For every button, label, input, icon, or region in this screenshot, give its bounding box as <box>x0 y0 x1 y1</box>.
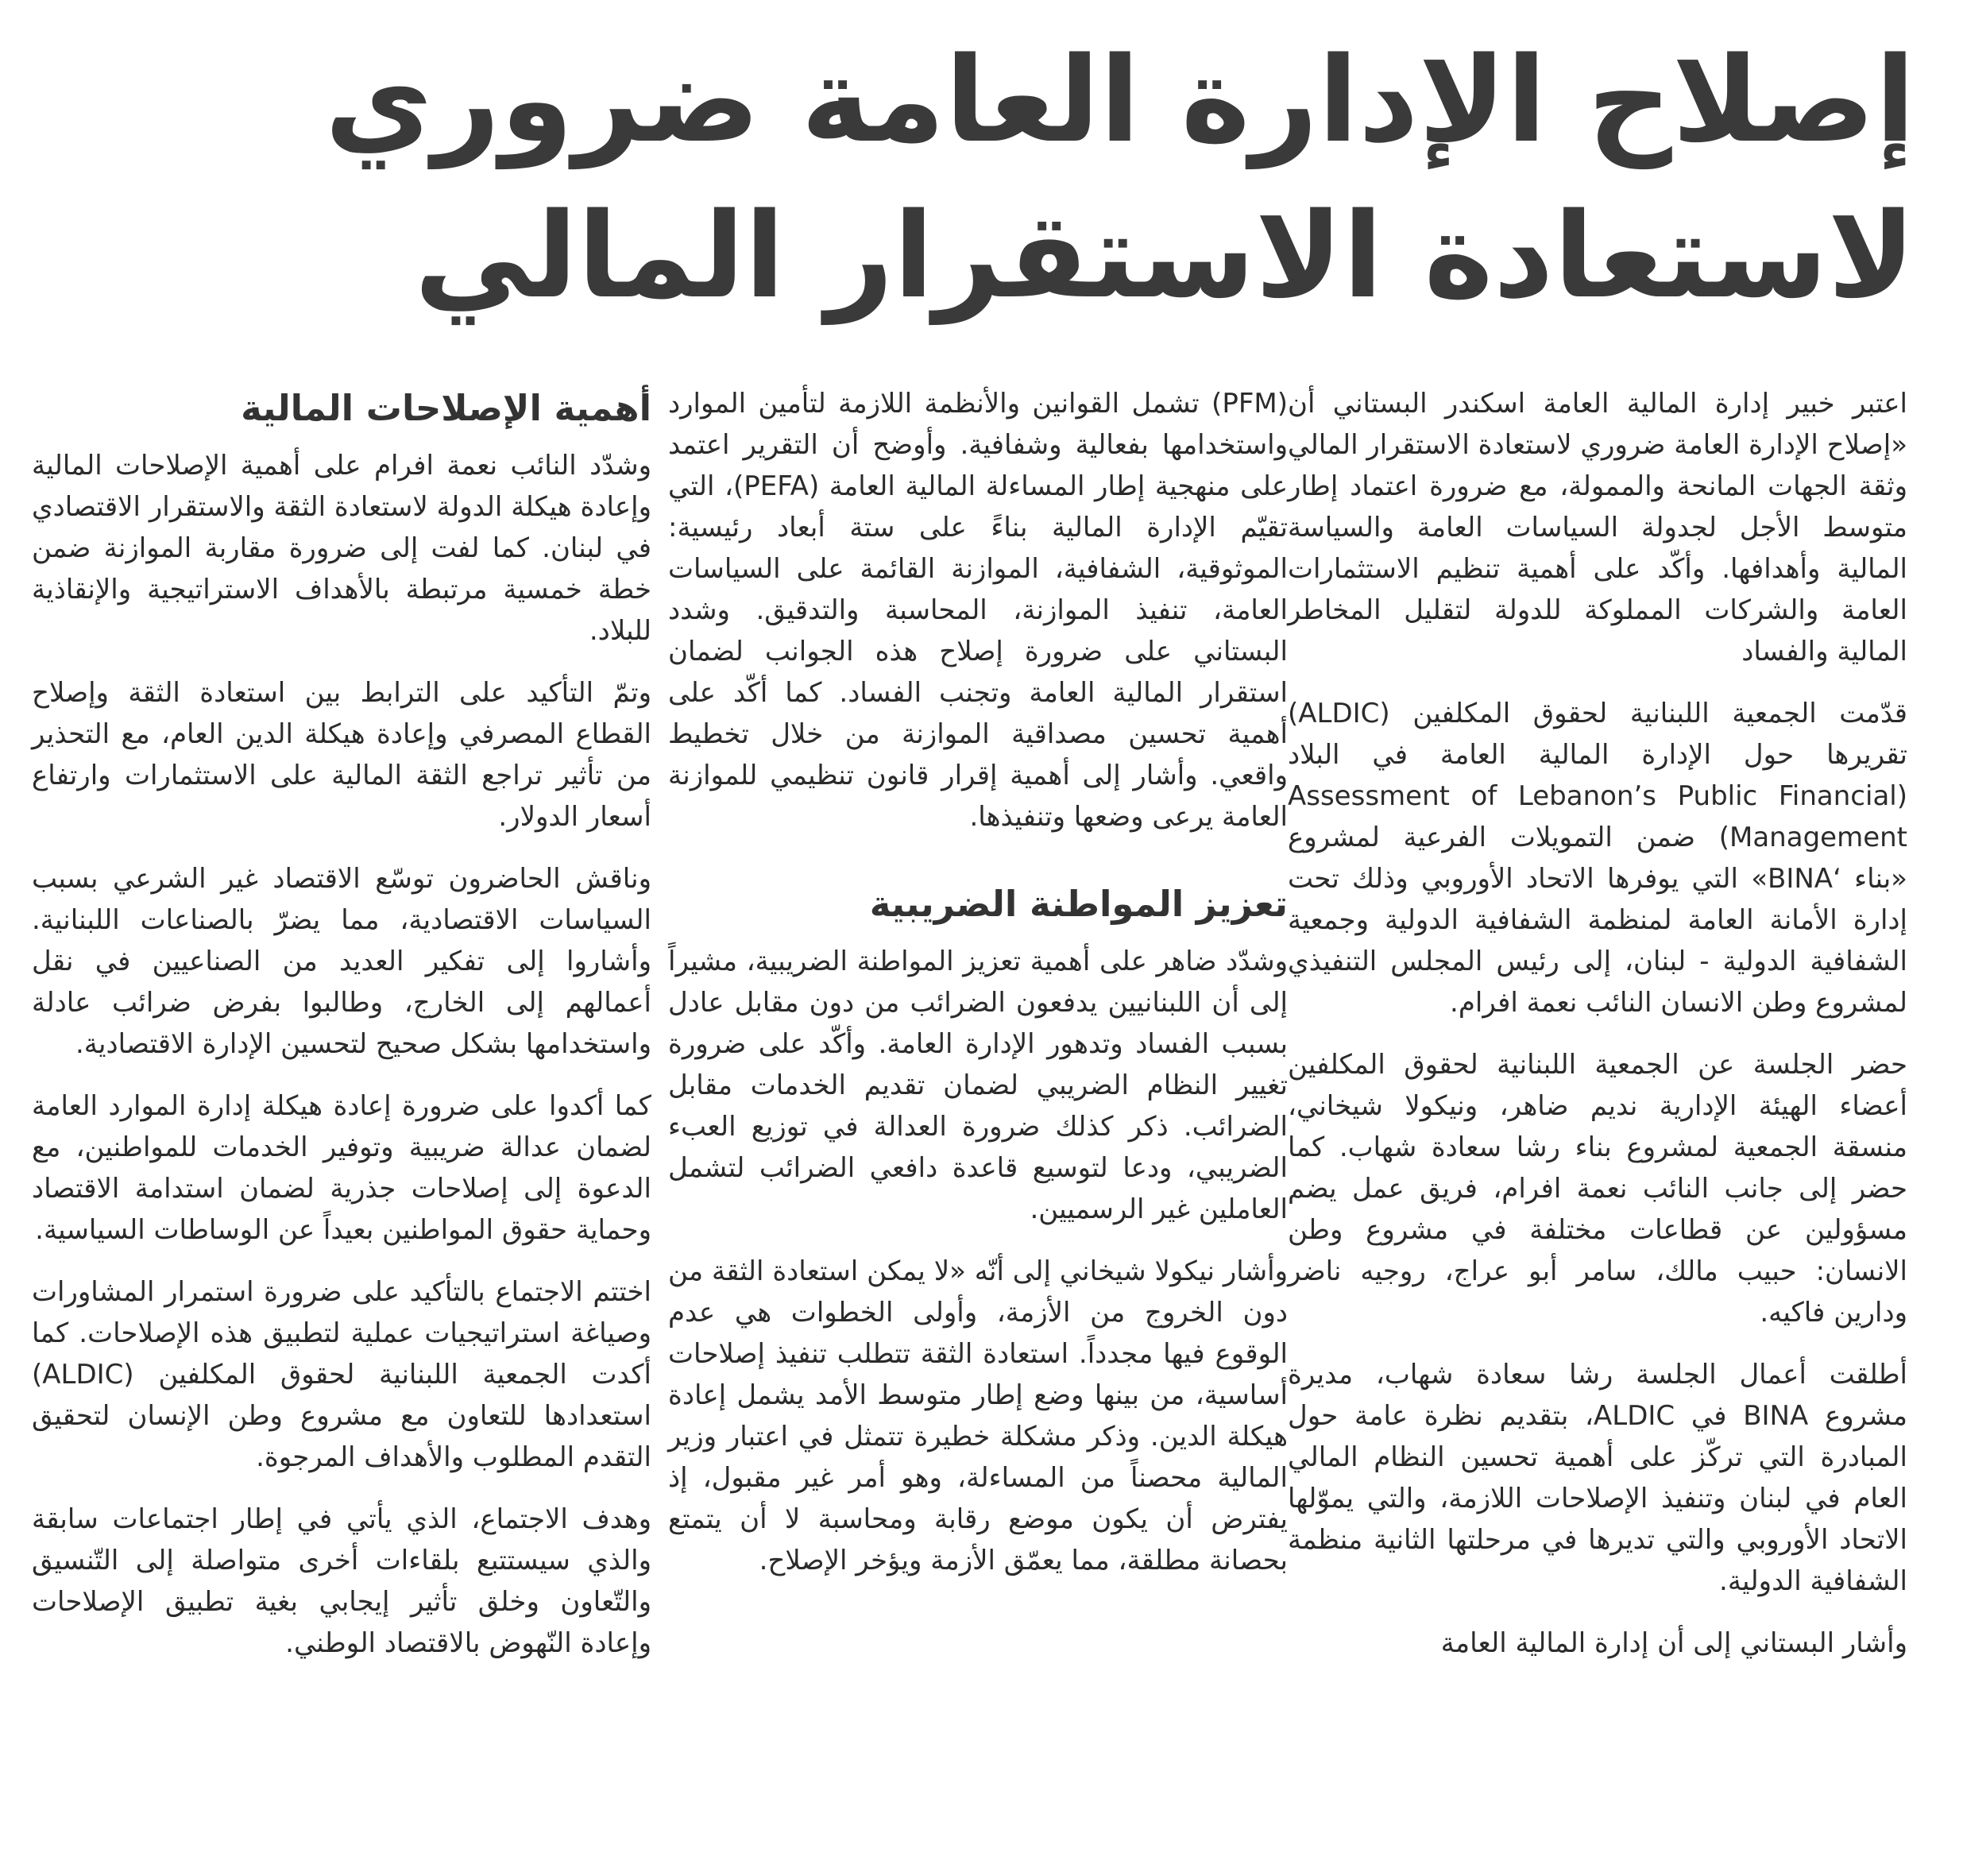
article-paragraph: وهدف الاجتماع، الذي يأتي في إطار اجتماعات سابقة والذي سيستتبع بلقاءات أخرى متواصلة إلى التّنسيق والتّعاون وخلق تأثير إيجابي بغية تطبيق الإصلاحات وإعادة النّهوض بالاقتصاد الوطني. <box>32 1503 651 1659</box>
article-paragraph: وتمّ التأكيد على الترابط بين استعادة الثقة وإصلاح القطاع المصرفي وإعادة هيكلة الدين العام، مع التحذير من تأثير تراجع الثقة المالية على الاستثمارات وارتفاع أسعار الدولار. <box>32 677 651 833</box>
article-paragraph: اختتم الاجتماع بالتأكيد على ضرورة استمرار المشاورات وصياغة استراتيجيات عملية لتطبيق هذه الإصلاحات. كما أكدت الجمعية اللبنانية لحقوق المكلفين (ALDIC) استعدادها للتعاون مع مشروع وطن الإنسان لتحقيق التقدم المطلوب والأهداف المرجوة. <box>32 1276 651 1473</box>
article-paragraph: وشدّد ضاهر على أهمية تعزيز المواطنة الضريبية، مشيراً إلى أن اللبنانيين يدفعون الضرائب من دون مقابل عادل بسبب الفساد وتدهور الإدارة العامة. وأكّد على ضرورة تغيير النظام الضريبي لضمان تقديم الخدمات مقابل الضرائب. ذكر كذلك ضرورة العدالة في توزيع العبء الضريبي، ودعا لتوسيع قاعدة دافعي الضرائب لتشمل العاملين غير الرسميين. <box>668 946 1288 1225</box>
article-paragraph: قدّمت الجمعية اللبنانية لحقوق المكلفين (ALDIC) تقريرها حول الإدارة المالية العامة في البلاد Assessment of Lebanon’s Public Financial) (Management ضمن التمويلات الفرعية لمشروع «بناء ‘BINA» التي يوفرها الاتحاد الأوروبي وذلك تحت إدارة الأمانة العامة لمنظمة الشفافية الدولية وجمعية الشفافية الدولية - لبنان، إلى رئيس المجلس التنفيذي لمشروع وطن الانسان النائب نعمة افرام. <box>1288 698 1907 1019</box>
article-column-right <box>1288 383 1907 1685</box>
article-paragraph: (PFM) تشمل القوانين والأنظمة اللازمة لتأمين الموارد واستخدامها بفعالية وشفافية. وأوضح أن التقرير اعتمد على منهجية إطار المساءلة المالية العامة (PEFA)، التي تقيّم الإدارة المالية بناءً على ستة أبعاد رئيسية: الموثوقية، الشفافية، الموازنة القائمة على السياسات العامة، تنفيذ الموازنة، المحاسبة والتدقيق. وشدد البستاني على ضرورة إصلاح هذه الجوانب لضمان استقرار المالية العامة وتجنب الفساد. كما أكّد على أهمية تحسين مصداقية الموازنة من خلال تخطيط واقعي. وأشار إلى أهمية إقرار قانون تنظيمي للموازنة العامة يرعى وضعها وتنفيذها. <box>668 388 1288 833</box>
article-column-middle <box>668 383 1288 1602</box>
section-subheading: تعزيز المواطنة الضريبية <box>869 883 1288 925</box>
article-paragraph: اعتبر خبير إدارة المالية العامة اسكندر البستاني أن «إصلاح الإدارة العامة ضروري لاستعادة الاستقرار المالي وثقة الجهات المانحة والممولة، مع ضرورة اعتماد إطار متوسط الأجل لجدولة السياسات العامة والسياسة المالية وأهدافها. وأكّد على أهمية تنظيم الاستثمارات العامة والشركات المملوكة للدولة لتقليل المخاطر المالية والفساد <box>1288 388 1907 667</box>
article-paragraph: وأشار البستاني إلى أن إدارة المالية العامة <box>1440 1627 1907 1659</box>
article-paragraph: وناقش الحاضرون توسّع الاقتصاد غير الشرعي بسبب السياسات الاقتصادية، مما يضرّ بالصناعات اللبنانية. وأشاروا إلى تفكير العديد من الصناعيين في نقل أعمالهم إلى الخارج، وطالبوا بفرض ضرائب عادلة واستخدامها بشكل صحيح لتحسين الإدارة الاقتصادية. <box>32 863 651 1060</box>
article-paragraph: وأشار نيكولا شيخاني إلى أنّه «لا يمكن استعادة الثقة من دون الخروج من الأزمة، وأولى الخطوات هي عدم الوقوع فيها مجدداً. استعادة الثقة تتطلب تنفيذ إصلاحات أساسية، من بينها وضع إطار متوسط الأمد يشمل إعادة هيكلة الدين. وذكر مشكلة خطيرة تتمثل في اعتبار وزير المالية محصناً من المساءلة، وهو أمر غير مقبول، إذ يفترض أن يكون موضع رقابة ومحاسبة لا أن يتمتع بحصانة مطلقة، مما يعمّق الأزمة ويؤخر الإصلاح. <box>668 1255 1288 1576</box>
article-paragraph: حضر الجلسة عن الجمعية اللبنانية لحقوق المكلفين أعضاء الهيئة الإدارية نديم ضاهر، ونيكولا شيخاني، منسقة الجمعية لمشروع بناء رشا سعادة شهاب. كما حضر إلى جانب النائب نعمة افرام، فريق عمل يضم مسؤولين عن قطاعات مختلفة في مشروع وطن الانسان: حبيب مالك، سامر أبو عراج، روجيه ناضر ودارين فاكيه. <box>1288 1049 1907 1329</box>
article-paragraph: وشدّد النائب نعمة افرام على أهمية الإصلاحات المالية وإعادة هيكلة الدولة لاستعادة الثقة والاستقرار الاقتصادي في لبنان. كما لفت إلى ضرورة مقاربة الموازنة ضمن خطة خمسية مرتبطة بالأهداف الاستراتيجية والإنقاذية للبلاد. <box>32 450 651 647</box>
article-headline: إصلاح الإدارة العامة ضروري لاستعادة الاستقرار المالي <box>324 32 1915 324</box>
article-paragraph: أطلقت أعمال الجلسة رشا سعادة شهاب، مديرة مشروع BINA في ALDIC، بتقديم نظرة عامة حول المبادرة التي تركّز على أهمية تحسين النظام المالي العام في لبنان وتنفيذ الإصلاحات اللازمة، والتي يموّلها الاتحاد الأوروبي والتي تديرها في مرحلتها الثانية منظمة الشفافية الدولية. <box>1288 1359 1907 1597</box>
article-column-left <box>32 383 651 1685</box>
section-subheading: أهمية الإصلاحات المالية <box>241 387 651 429</box>
article-paragraph: كما أكدوا على ضرورة إعادة هيكلة إدارة الموارد العامة لضمان عدالة ضريبية وتوفير الخدمات للمواطنين، مع الدعوة إلى إصلاحات جذرية لضمان استدامة الاقتصاد وحماية حقوق المواطنين بعيداً عن الوساطات السياسية. <box>32 1090 651 1246</box>
